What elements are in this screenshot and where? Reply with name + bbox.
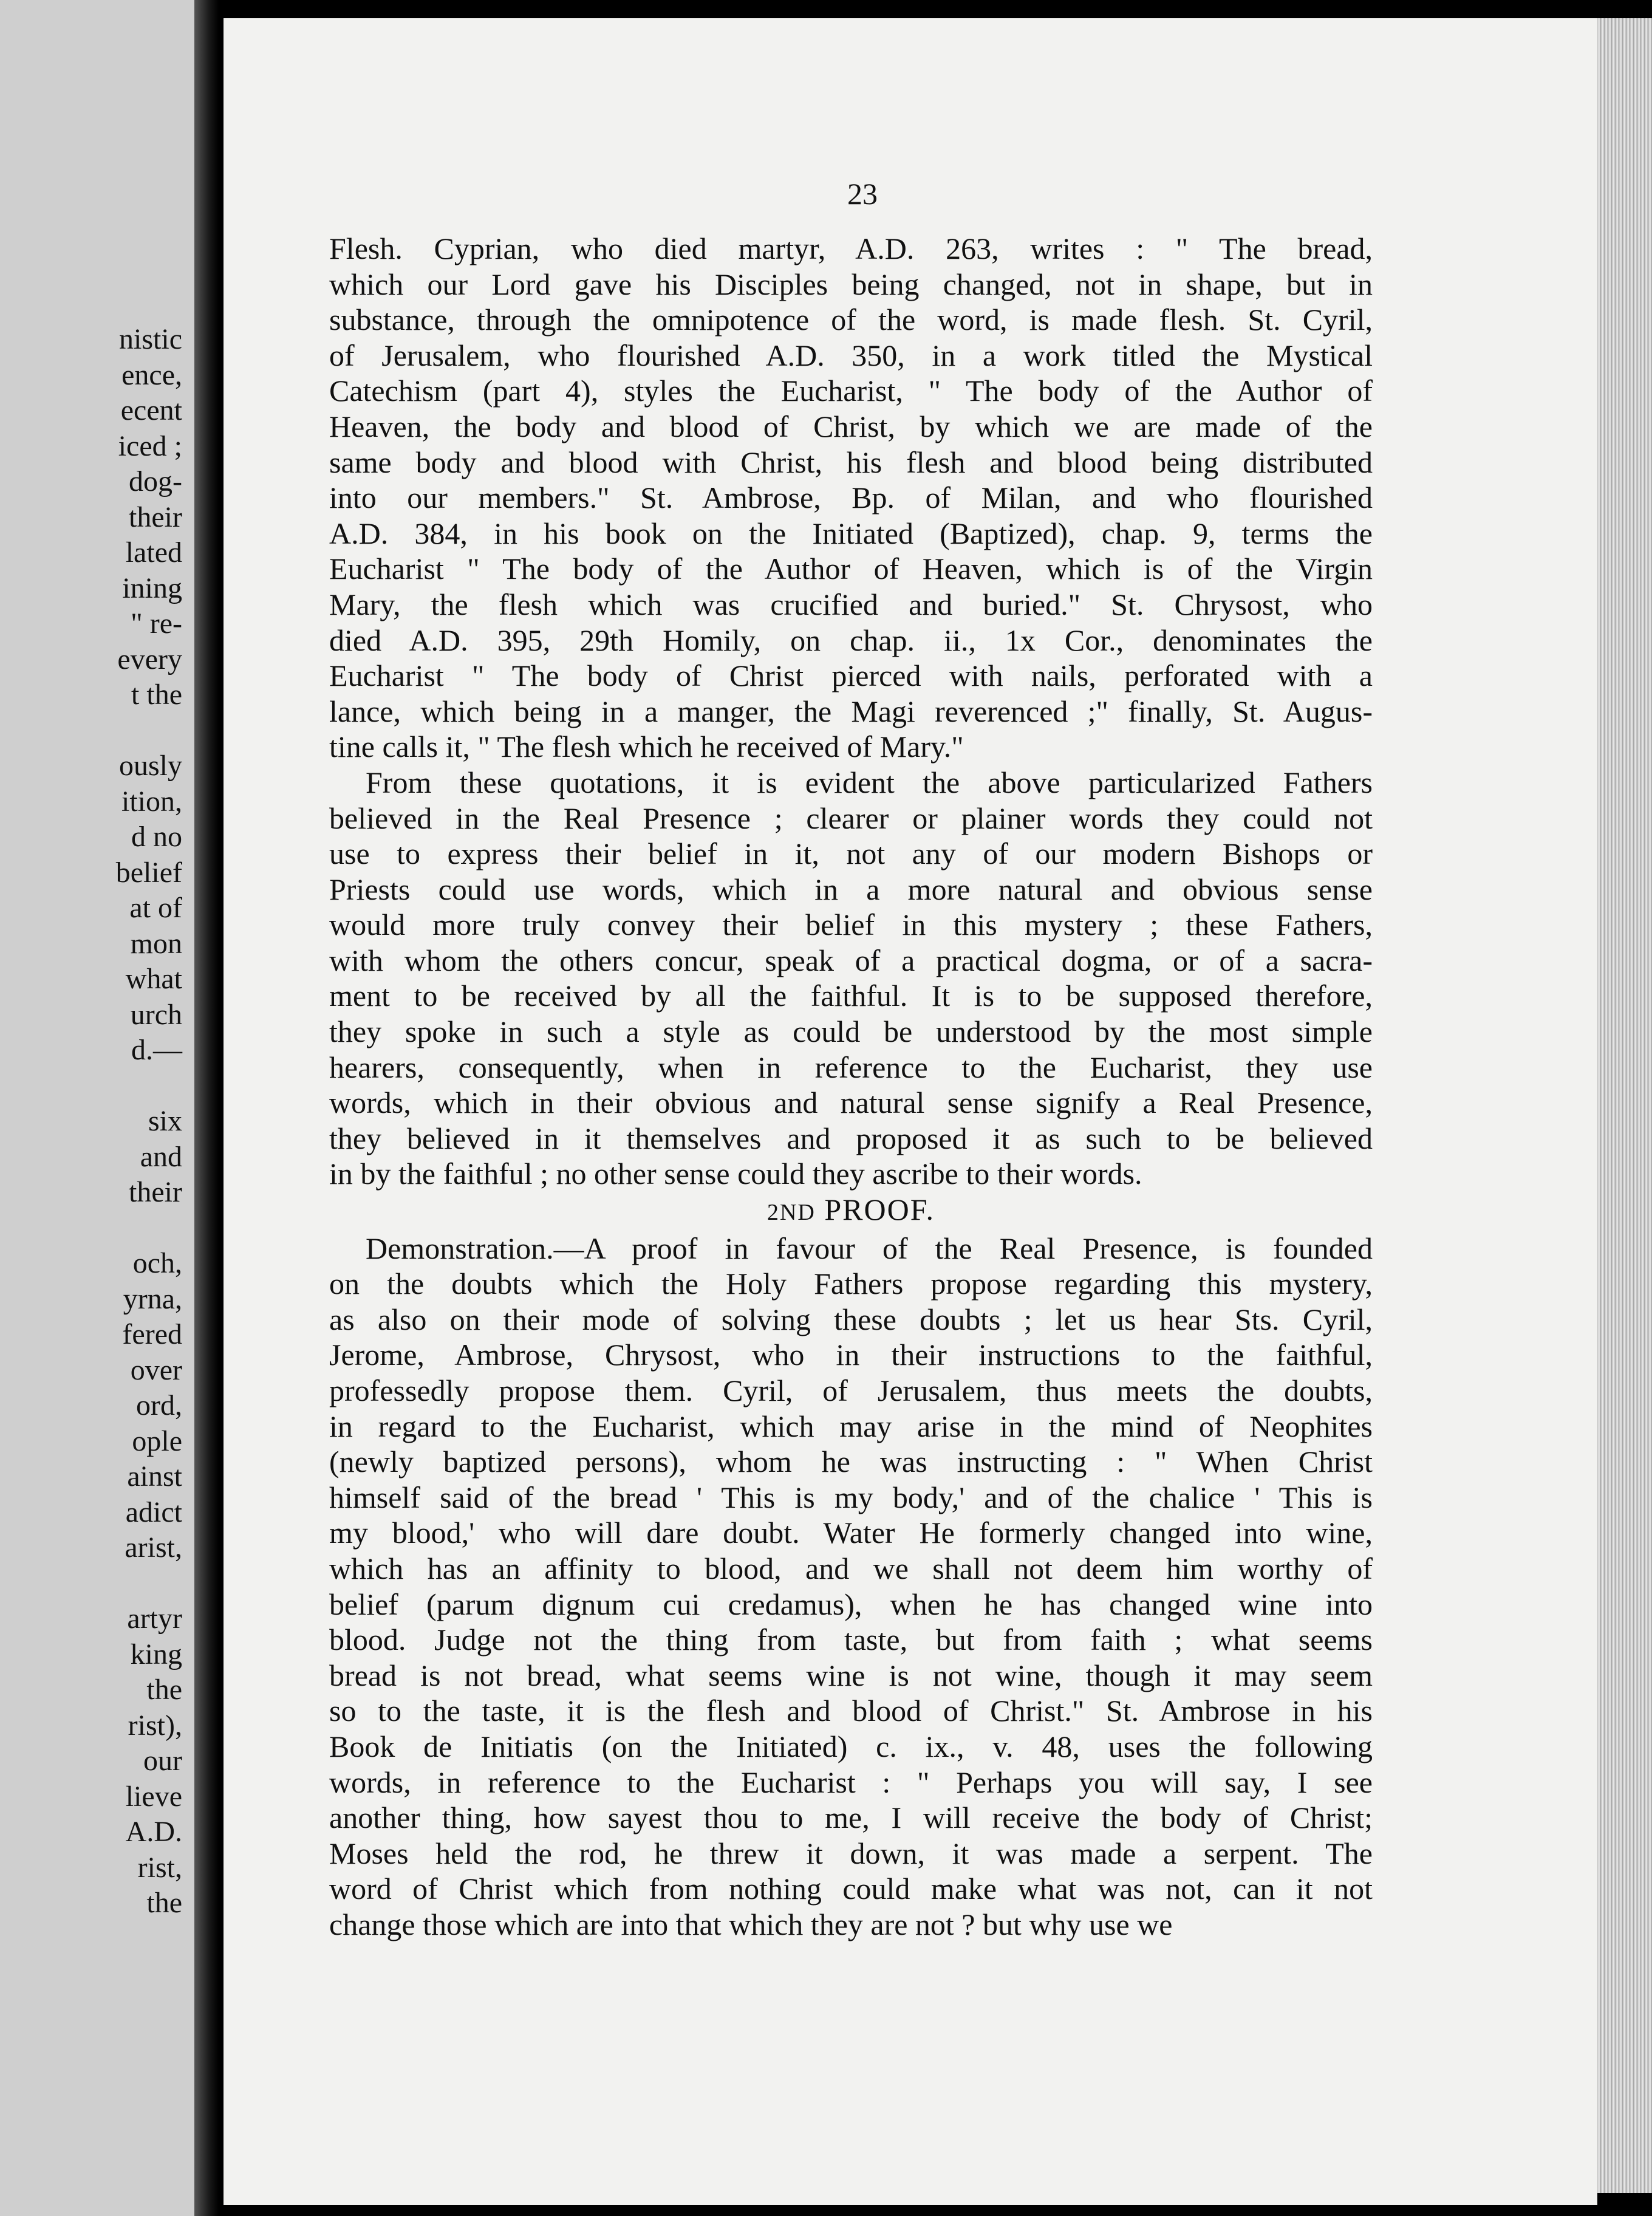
text-line: A.D. 384, in his book on the Initiated (Baptized), chap. 9, terms the — [329, 516, 1373, 550]
left-fragment-line: mon — [130, 927, 182, 960]
left-fragment-line: ecent — [120, 394, 182, 426]
text-line: another thing, how sayest thou to me, I will receive the body of Christ; — [329, 1800, 1373, 1835]
left-fragment-line — [0, 1069, 182, 1104]
heading-number: 2ND — [766, 1200, 816, 1226]
left-fragment-line: king — [130, 1638, 182, 1671]
text-line: Book de Initiatis (on the Initiated) c. ix., v. 48, uses the following — [329, 1729, 1373, 1763]
left-fragment-line — [0, 1566, 182, 1602]
text-line: Demonstration.—A proof in favour of the Real Presence, is founded — [366, 1231, 1373, 1265]
left-fragment-line: iced ; — [118, 429, 182, 462]
page-body-text — [329, 231, 1373, 1943]
paragraph-fathers-quotations — [329, 231, 1373, 765]
text-line: which our Lord gave his Disciples being changed, not in shape, but in — [329, 267, 1373, 301]
page-stack-edge — [1597, 18, 1652, 2193]
text-line: change those which are into that which they are not ? but why use we — [329, 1907, 1173, 1941]
left-fragment-line: t the — [131, 679, 182, 711]
book-gutter — [194, 0, 219, 2216]
text-line: bread is not bread, what seems wine is not wine, though it may seem — [329, 1658, 1373, 1692]
left-fragment-line: belief — [115, 856, 182, 889]
text-line: which has an affinity to blood, and we shall not deem him worthy of — [329, 1551, 1373, 1585]
text-line: same body and blood with Christ, his flesh and blood being distributed — [329, 445, 1373, 479]
left-fragment-line: d no — [131, 821, 182, 853]
text-line: Jerome, Ambrose, Chrysost, who in their instructions to the faithful, — [329, 1338, 1373, 1372]
text-line: Eucharist " The body of Christ pierced with nails, perforated with a — [329, 658, 1373, 693]
page-number: 23 — [847, 177, 878, 211]
left-fragment-line: ainst — [127, 1460, 182, 1493]
text-line: would more truly convey their belief in this mystery ; these Fathers, — [329, 908, 1373, 942]
left-fragment-line: over — [130, 1353, 182, 1386]
left-fragment-line: ously — [118, 750, 182, 782]
text-line: Eucharist " The body of the Author of Heaven, which is of the Virgin — [329, 552, 1373, 586]
left-fragment-line: lated — [125, 536, 182, 569]
text-line: belief (parum dignum cui credamus), when he has changed wine into — [329, 1587, 1373, 1621]
text-line: on the doubts which the Holy Fathers propose regarding this mystery, — [329, 1267, 1373, 1301]
text-line: use to express their belief in it, not any of our modern Bishops or — [329, 836, 1373, 871]
text-line: in regard to the Eucharist, which may arise in the mind of Neophites — [329, 1409, 1373, 1443]
left-fragment-line: the — [146, 1887, 182, 1919]
left-fragment-line: och, — [132, 1247, 182, 1279]
text-line: substance, through the omnipotence of the word, is made flesh. St. Cyril, — [329, 303, 1373, 337]
text-line: hearers, consequently, when in reference to the Eucharist, they use — [329, 1050, 1373, 1084]
left-fragment-line: ople — [132, 1424, 182, 1457]
text-line: blood. Judge not the thing from taste, but from faith ; what seems — [329, 1623, 1373, 1657]
text-line: (newly baptized persons), whom he was instructing : " When Christ — [329, 1445, 1373, 1479]
text-line: himself said of the bread ' This is my body,' and of the chalice ' This is — [329, 1480, 1373, 1514]
left-fragment-line: the — [146, 1674, 182, 1706]
text-line: in by the faithful ; no other sense could they ascribe to their words. — [329, 1157, 1142, 1191]
left-fragment-line — [0, 713, 182, 749]
left-fragment-line: rist), — [128, 1709, 182, 1742]
text-line: Flesh. Cyprian, who died martyr, A.D. 263, writes : " The bread, — [329, 231, 1373, 265]
left-fragment-line: what — [125, 963, 182, 995]
left-fragment-line: arist, — [125, 1531, 182, 1564]
left-fragment-line: their — [129, 501, 182, 533]
text-line: words, in reference to the Eucharist : " Perhaps you will say, I see — [329, 1765, 1373, 1799]
left-fragment-line: ord, — [136, 1389, 182, 1421]
text-line: Heaven, the body and blood of Christ, by which we are made of the — [329, 409, 1373, 443]
left-fragment-line: ining — [122, 572, 182, 604]
left-fragment-line: dog- — [129, 465, 182, 498]
text-line: professedly propose them. Cyril, of Jerusalem, thus meets the doubts, — [329, 1373, 1373, 1407]
left-fragment-line: lieve — [125, 1780, 182, 1813]
text-line: died A.D. 395, 29th Homily, on chap. ii., 1x Cor., denominates the — [329, 623, 1373, 657]
text-line: Priests could use words, which in a more natural and obvious sense — [329, 872, 1373, 906]
text-line: as also on their mode of solving these doubts ; let us hear Sts. Cyril, — [329, 1302, 1373, 1336]
text-line: lance, which being in a manger, the Magi reverenced ;" finally, St. Augus- — [329, 694, 1373, 728]
left-fragment-line: nistic — [119, 323, 182, 355]
left-fragment-line: yrna, — [123, 1282, 182, 1315]
left-fragment-line: " re- — [131, 607, 182, 640]
text-line: believed in the Real Presence ; clearer or plainer words they could not — [329, 801, 1373, 835]
text-line: into our members." St. Ambrose, Bp. of Milan, and who flourished — [329, 480, 1373, 515]
left-page-text-fragments — [0, 322, 182, 1921]
text-line: From these quotations, it is evident the above particularized Fathers — [366, 765, 1373, 799]
text-line: words, which in their obvious and natural sense signify a Real Presence, — [329, 1086, 1373, 1120]
left-fragment-line: ence, — [121, 358, 182, 391]
left-fragment-line: rist, — [137, 1851, 182, 1884]
left-fragment-line: A.D. — [125, 1816, 182, 1848]
left-fragment-line: their — [129, 1176, 182, 1208]
left-fragment-line: d.— — [131, 1034, 182, 1066]
left-fragment-line — [0, 1211, 182, 1246]
left-fragment-line: our — [143, 1745, 182, 1777]
text-line: Mary, the flesh which was crucified and buried." St. Chrysost, who — [329, 587, 1373, 621]
left-fragment-line: fered — [122, 1318, 182, 1350]
paragraph-real-presence-conclusion — [329, 765, 1373, 1192]
paragraph-demonstration — [329, 1231, 1373, 1943]
left-fragment-line: at of — [129, 892, 182, 924]
left-fragment-line: every — [117, 643, 182, 675]
text-line: tine calls it, " The flesh which he received of Mary." — [329, 730, 964, 764]
text-line: so to the taste, it is the flesh and blood of Christ." St. Ambrose in his — [329, 1694, 1373, 1728]
text-line: Catechism (part 4), styles the Eucharist, " The body of the Author of — [329, 374, 1373, 408]
left-fragment-line: artyr — [127, 1602, 182, 1635]
text-line: Moses held the rod, he threw it down, it was made a serpent. The — [329, 1836, 1373, 1870]
left-fragment-line: ition, — [121, 785, 182, 818]
section-heading-2nd-proof — [329, 1192, 1373, 1231]
heading-word: PROOF. — [824, 1192, 935, 1227]
left-fragment-line: urch — [130, 998, 182, 1031]
text-line: of Jerusalem, who flourished A.D. 350, in a work titled the Mystical — [329, 338, 1373, 372]
text-line: word of Christ which from nothing could make what was not, can it not — [329, 1872, 1373, 1906]
text-line: with whom the others concur, speak of a practical dogma, or of a sacra- — [329, 943, 1373, 977]
text-line: ment to be received by all the faithful. It is to be supposed therefore, — [329, 979, 1373, 1013]
text-line: they spoke in such a style as could be understood by the most simple — [329, 1014, 1373, 1049]
left-fragment-line: adict — [125, 1496, 182, 1528]
text-line: my blood,' who will dare doubt. Water He formerly changed into wine, — [329, 1516, 1373, 1550]
text-line: they believed in it themselves and proposed it as such to be believed — [329, 1121, 1373, 1155]
left-fragment-line: six — [148, 1105, 182, 1137]
left-facing-page — [0, 0, 194, 2216]
left-fragment-line: and — [140, 1140, 182, 1173]
